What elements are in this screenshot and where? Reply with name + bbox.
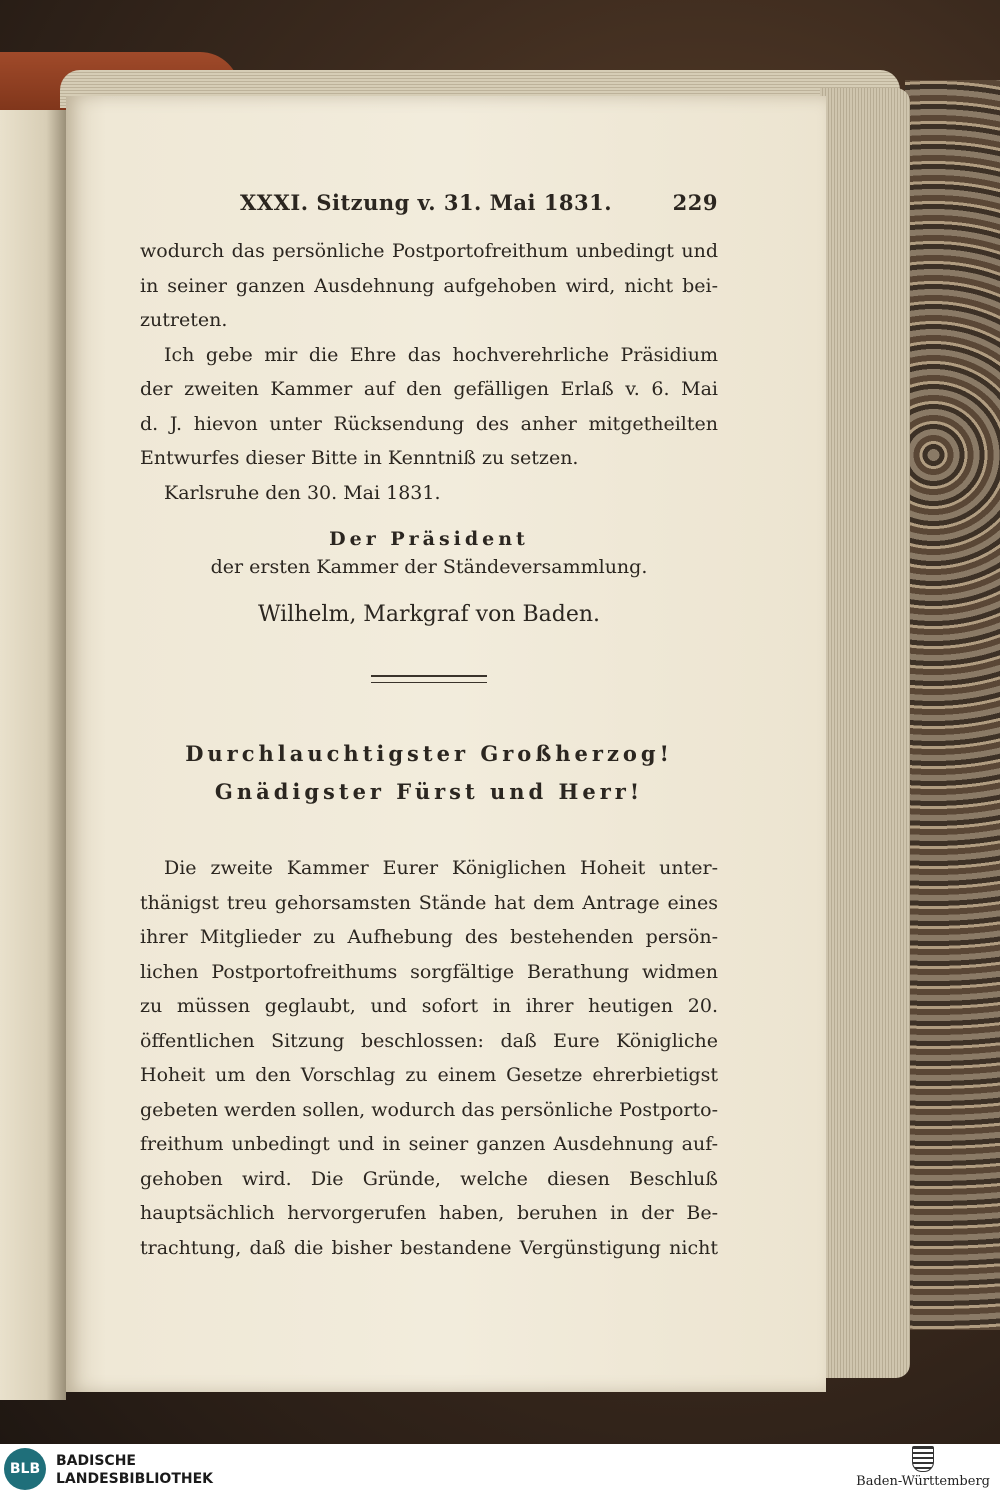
salutation-line-2: Gnädigster Fürst und Herr! xyxy=(214,779,644,804)
section-divider xyxy=(371,675,487,683)
library-name-line-2: LANDESBIBLIOTHEK xyxy=(56,1471,214,1487)
text-line: d. J. hievon unter Rücksendung des anher mitgetheilten xyxy=(140,412,718,435)
text-line: gehoben wird. Die Gründe, welche diesen Beschluß xyxy=(140,1167,718,1190)
text-line: hauptsächlich hervorgerufen haben, beruhen in der Be- xyxy=(140,1202,718,1224)
text-line: wodurch das persönliche Postportofreithum unbedingt und xyxy=(140,240,718,262)
text-line: Entwurfes dieser Bitte in Kenntniß zu setzen. xyxy=(140,447,579,469)
running-head: XXXI. Sitzung v. 31. Mai 1831. xyxy=(240,190,613,215)
state-logo[interactable] xyxy=(856,1446,990,1489)
text-line: zutreten. xyxy=(140,309,228,331)
running-header xyxy=(240,190,718,234)
page-text xyxy=(140,190,718,1265)
text-line: Die zweite Kammer Eurer Königlichen Hoheit unter- xyxy=(164,857,718,879)
text-line: zu müssen geglaubt, und sofort in ihrer heutigen 20. xyxy=(140,995,718,1017)
paragraph-2 xyxy=(140,338,718,511)
marbled-cover xyxy=(905,80,1000,1330)
place-date: Karlsruhe den 30. Mai 1831. xyxy=(164,481,441,504)
blb-logo[interactable]: BLB xyxy=(4,1448,46,1490)
text-line: öffentlichen Sitzung beschlossen: daß Eure Königliche xyxy=(140,1029,718,1052)
text-line: in seiner ganzen Ausdehnung aufgehoben wird, nicht bei- xyxy=(140,274,718,297)
library-name[interactable] xyxy=(56,1452,213,1488)
left-page xyxy=(0,110,66,1400)
paragraph-3 xyxy=(140,851,718,1265)
footer-bar xyxy=(0,1444,1000,1494)
text-line: lichen Postportofreithums sorgfältige Berathung widmen xyxy=(140,960,718,983)
text-line: Hoheit um den Vorschlag zu einem Gesetze ehrerbietigst xyxy=(140,1064,718,1086)
page-number: 229 xyxy=(672,190,718,215)
signature-name: Wilhelm, Markgraf von Baden. xyxy=(257,602,601,627)
page-edges-side xyxy=(820,88,910,1378)
library-name-line-1: BADISCHE xyxy=(56,1453,136,1469)
signature-body: der ersten Kammer der Ständeversammlung. xyxy=(210,556,648,578)
salutation xyxy=(140,735,718,811)
text-line: freithum unbedingt und in seiner ganzen Ausdehnung auf- xyxy=(140,1133,718,1155)
text-line: trachtung, daß die bisher bestandene Vergünstigung nicht xyxy=(140,1236,718,1259)
text-line: thänigst treu gehorsamsten Stände hat dem Antrage eines xyxy=(140,891,718,914)
salutation-line-1: Durchlauchtigster Großherzog! xyxy=(185,741,673,766)
coat-of-arms-icon xyxy=(912,1446,934,1472)
text-line: ihrer Mitglieder zu Aufhebung des bestehenden persön- xyxy=(140,926,718,948)
text-line: Ich gebe mir die Ehre das hochverehrliche Präsidium xyxy=(164,343,718,366)
state-name: Baden-Württemberg xyxy=(856,1474,990,1489)
text-line: der zweiten Kammer auf den gefälligen Erlaß v. 6. Mai xyxy=(140,378,718,400)
signature-title: Der Präsident xyxy=(329,528,529,550)
text-line: gebeten werden sollen, wodurch das persönliche Postporto- xyxy=(140,1098,718,1121)
paragraph-1 xyxy=(140,234,718,338)
